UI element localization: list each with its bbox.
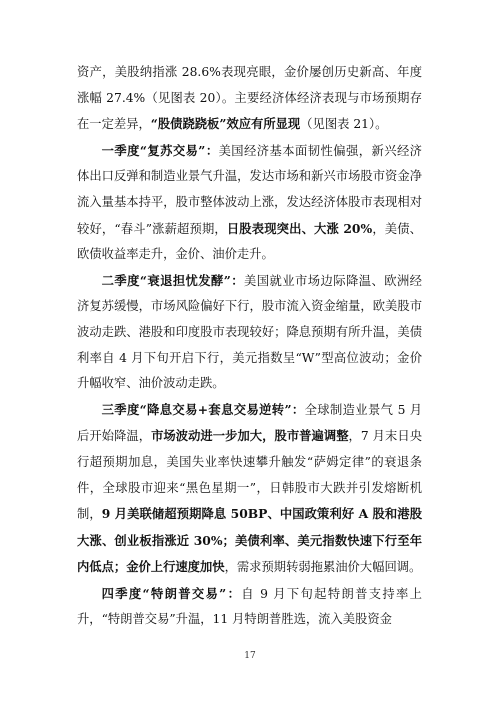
text-run: ，美债、欧债收益率走升，金价、油价走升。 (77, 221, 422, 262)
bold-text-run: 一季度“复苏交易”： (101, 142, 219, 158)
paragraph (77, 138, 422, 268)
bold-text-run: 效应有所显现 (226, 116, 301, 132)
paragraph (77, 397, 422, 581)
text-run: ，7 月末日央行超预期加息，美国失业率快速攀升触发“萨姆定律”的衰退条件，全球股市迎来“黑色星期一”，日韩股市大跌并引发熔断机制， (77, 429, 422, 522)
bold-text-run: 二季度“衰退担忧发酵”： (101, 272, 245, 288)
body-text (77, 60, 422, 633)
text-run: 美国就业市场边际降温、欧洲经济复苏缓慢，市场风险偏好下行，股市流入资金缩量，欧美股市波动走跌、港股和印度股市表现较好；降息预期有所升温，美债利率自 4 月下旬开启下行，美元指数呈“W”型高位波动；金价升幅收窄、油价波动走跌。 (77, 273, 422, 391)
text-run: （见图表 21）。 (300, 117, 388, 132)
paragraph (77, 268, 422, 397)
bold-text-run: 9 月美联储超预期降息 50BP、中国政策利好 A 股和港股大涨、创业板指涨近 30%；美债利率、美元指数快速下行至年内低点；金价上行速度加快 (77, 506, 422, 575)
bold-text-run: 日股表现突出、大涨 20% (226, 220, 373, 236)
bold-text-run: “股债跷跷板” (150, 116, 227, 132)
bold-text-run: 市场波动进一步加大，股市普遍调整 (151, 428, 349, 444)
text-run: 全球制造业景气 5 月后开始降温， (77, 402, 422, 444)
text-run: 资产，美股纳指涨 28.6%表现亮眼，金价屡创历史新高、年度涨幅 27.4%（见图表 20）。主要经济体经济表现与市场预期存在一定差异， (77, 65, 422, 132)
bold-text-run: 四季度“特朗普交易”： (101, 585, 242, 601)
page-number: 17 (244, 651, 256, 661)
paragraph (77, 60, 422, 138)
text-run: 自 9 月下旬起特朗普支持率上升，“特朗普交易”升温，11 月特朗普胜选，流入美股资金 (77, 586, 422, 627)
paragraph (77, 581, 422, 633)
bold-text-run: 三季度“降息交易+套息交易逆转”： (101, 401, 305, 417)
text-run: ，需求预期转弱拖累油价大幅回调。 (224, 560, 422, 575)
text-run: 美国经济基本面韧性偏强，新兴经济体出口反弹和制造业景气升温，发达市场和新兴市场股市资金净流入量基本持平，股市整体波动上涨，发达经济体股市表现相对较好，“春斗”涨薪超预期， (77, 143, 422, 236)
